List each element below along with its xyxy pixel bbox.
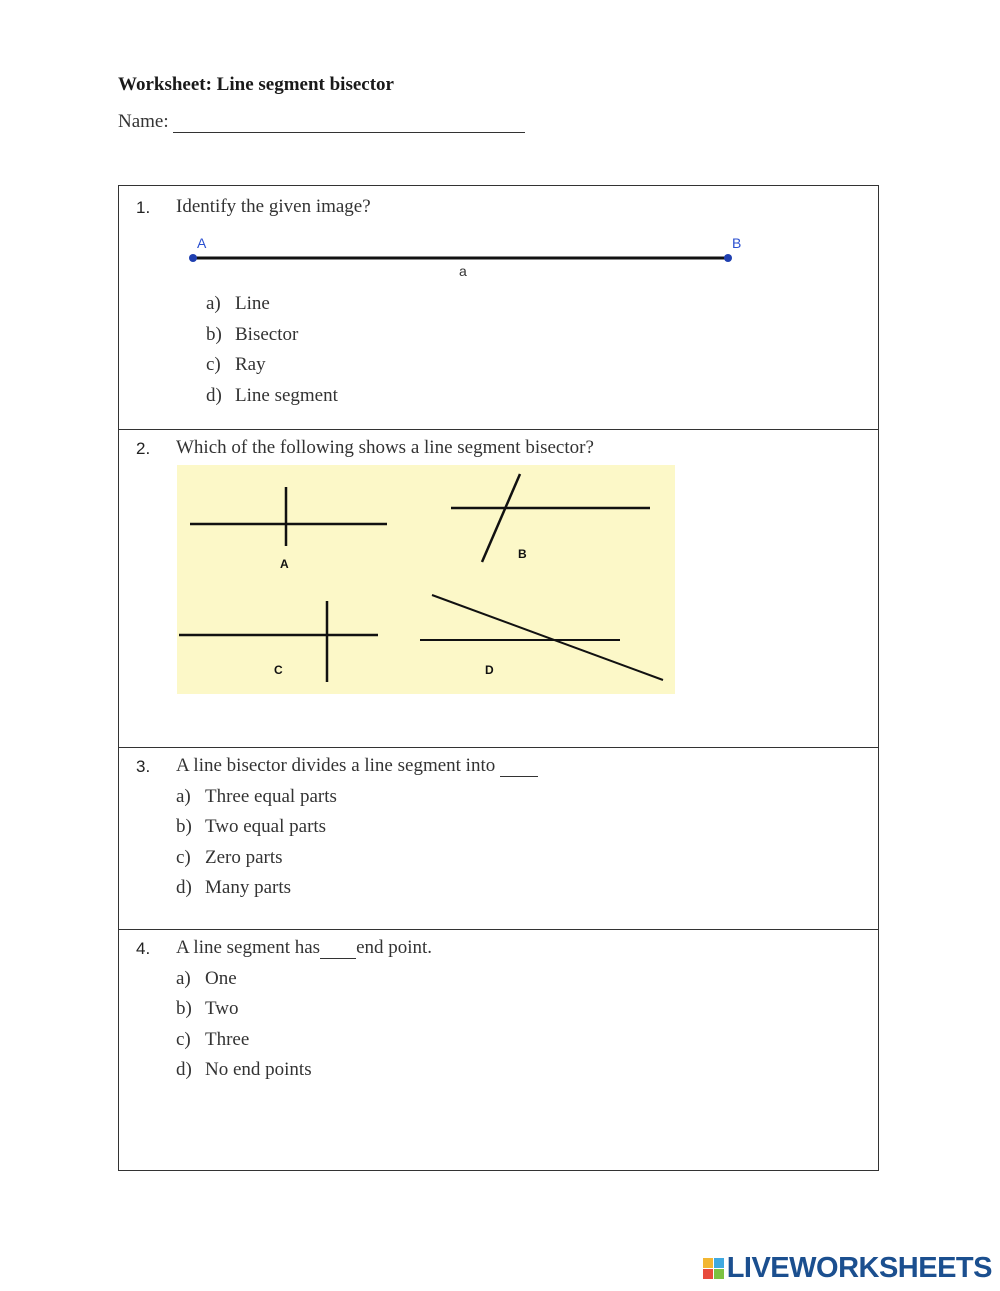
- option-letter: a): [206, 293, 221, 314]
- option-letter: c): [206, 354, 221, 375]
- option-text: Line: [235, 293, 270, 314]
- line-segment-figure: [181, 230, 751, 280]
- liveworksheets-logo-icon: [703, 1258, 724, 1279]
- option-letter: a): [176, 968, 191, 989]
- question-number: 3.: [136, 757, 151, 776]
- name-label: Name:: [118, 111, 169, 132]
- option-text: Bisector: [235, 324, 299, 345]
- option-a[interactable]: [176, 786, 337, 808]
- question-table: [118, 185, 879, 1171]
- figure-background: [177, 465, 675, 694]
- option-letter: b): [206, 324, 222, 345]
- worksheet-title: Worksheet: Line segment bisector: [118, 74, 394, 95]
- logo-square: [703, 1269, 713, 1279]
- figure-a-label: A: [280, 557, 289, 571]
- figure-c-label: C: [274, 663, 283, 677]
- question-text-before: A line segment has: [176, 937, 321, 958]
- option-text: Line segment: [235, 385, 338, 406]
- point-a-label: A: [197, 235, 207, 251]
- option-a[interactable]: [176, 968, 237, 990]
- option-letter: c): [176, 847, 191, 868]
- option-letter: c): [176, 1029, 191, 1050]
- name-field-row: [118, 111, 525, 133]
- question-text-after: end point.: [356, 937, 433, 958]
- question-2: [119, 429, 878, 747]
- option-text: Three: [205, 1029, 250, 1050]
- option-a[interactable]: [206, 293, 270, 315]
- question-text: Which of the following shows a line segment bisector?: [176, 437, 594, 458]
- question-text: [176, 755, 538, 777]
- point-a-dot: [189, 254, 197, 262]
- option-c[interactable]: [206, 354, 266, 376]
- name-blank-line[interactable]: [173, 112, 525, 133]
- option-letter: b): [176, 816, 192, 837]
- option-d[interactable]: [176, 1059, 312, 1081]
- question-text: [176, 937, 432, 959]
- option-text: Two equal parts: [205, 816, 327, 837]
- option-c[interactable]: [176, 1029, 249, 1051]
- question-number: 4.: [136, 939, 151, 958]
- option-b[interactable]: [176, 816, 326, 838]
- option-text: No end points: [205, 1059, 312, 1080]
- option-letter: a): [176, 786, 191, 807]
- question-number: 1.: [136, 198, 151, 217]
- question-3: [119, 747, 878, 929]
- option-text: Ray: [235, 354, 266, 375]
- question-4: [119, 929, 878, 1172]
- logo-square: [703, 1258, 713, 1268]
- logo-square: [714, 1269, 724, 1279]
- option-text: Many parts: [205, 877, 292, 898]
- point-b-label: B: [732, 235, 742, 251]
- option-b[interactable]: [206, 324, 298, 346]
- logo-square: [714, 1258, 724, 1268]
- answer-blank[interactable]: [500, 758, 538, 777]
- option-text: Zero parts: [205, 847, 283, 868]
- option-text: Three equal parts: [205, 786, 337, 807]
- bisector-options-figure: [177, 465, 675, 694]
- option-c[interactable]: [176, 847, 283, 869]
- question-1: [119, 186, 878, 429]
- liveworksheets-logo[interactable]: [703, 1253, 992, 1283]
- segment-label: a: [459, 263, 467, 279]
- option-b[interactable]: [176, 998, 239, 1020]
- figure-d-label: D: [485, 663, 494, 677]
- brand-name: LIVEWORKSHEETS: [726, 1251, 992, 1284]
- option-text: One: [205, 968, 237, 989]
- option-letter: d): [176, 877, 192, 898]
- option-letter: d): [176, 1059, 192, 1080]
- option-letter: d): [206, 385, 222, 406]
- option-letter: b): [176, 998, 192, 1019]
- question-number: 2.: [136, 439, 151, 458]
- option-d[interactable]: [176, 877, 291, 899]
- figure-b-label: B: [518, 547, 527, 561]
- option-d[interactable]: [206, 385, 338, 407]
- point-b-dot: [724, 254, 732, 262]
- question-text: Identify the given image?: [176, 196, 371, 217]
- question-text-before: A line bisector divides a line segment into: [176, 755, 496, 776]
- option-text: Two: [205, 998, 239, 1019]
- answer-blank[interactable]: [320, 940, 356, 959]
